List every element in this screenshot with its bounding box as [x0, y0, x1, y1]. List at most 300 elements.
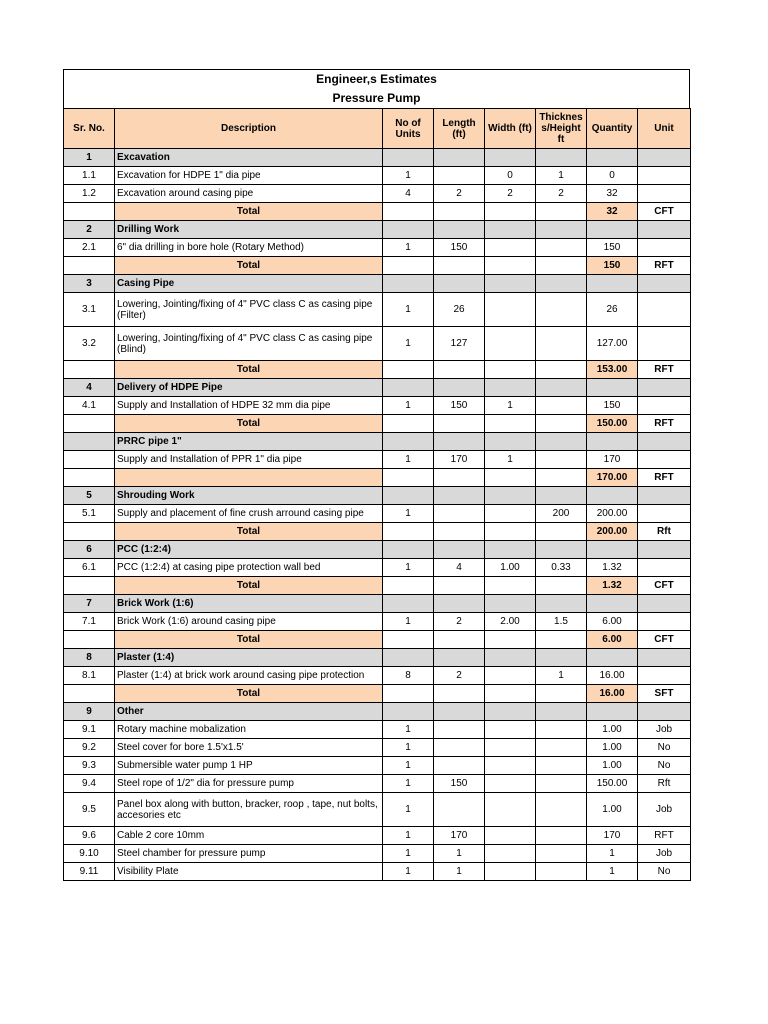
- length-cell: 2: [434, 613, 485, 631]
- section-title-cell: PRRC pipe 1": [115, 433, 383, 451]
- sr-no-cell: 9.10: [64, 845, 115, 863]
- width-cell: [485, 793, 536, 827]
- width-cell: [485, 863, 536, 881]
- total-label-cell: Total: [115, 685, 383, 703]
- total-row: [64, 631, 691, 649]
- empty-cell: [434, 149, 485, 167]
- width-cell: [485, 757, 536, 775]
- empty-cell: [485, 203, 536, 221]
- units-cell: 1: [383, 793, 434, 827]
- unit-cell: No: [638, 863, 691, 881]
- total-label-cell: Total: [115, 257, 383, 275]
- height-cell: [536, 827, 587, 845]
- quantity-cell: 26: [587, 293, 638, 327]
- empty-cell: [536, 433, 587, 451]
- units-cell: 8: [383, 667, 434, 685]
- quantity-cell: 1: [587, 845, 638, 863]
- total-label-cell: Total: [115, 203, 383, 221]
- width-cell: [485, 505, 536, 523]
- empty-cell: [536, 257, 587, 275]
- total-quantity-cell: 16.00: [587, 685, 638, 703]
- height-cell: [536, 863, 587, 881]
- total-row: [64, 577, 691, 595]
- empty-cell: [383, 523, 434, 541]
- table-row: [64, 185, 691, 203]
- empty-cell: [587, 379, 638, 397]
- section-title-cell: Drilling Work: [115, 221, 383, 239]
- total-row: [64, 257, 691, 275]
- empty-cell: [434, 631, 485, 649]
- width-cell: [485, 845, 536, 863]
- empty-cell: [383, 149, 434, 167]
- total-row: [64, 203, 691, 221]
- sr-no-cell: 6: [64, 541, 115, 559]
- empty-cell: [485, 541, 536, 559]
- empty-cell: [383, 469, 434, 487]
- empty-cell: [485, 379, 536, 397]
- length-cell: 2: [434, 667, 485, 685]
- width-cell: 2: [485, 185, 536, 203]
- empty-cell: [536, 361, 587, 379]
- height-cell: [536, 775, 587, 793]
- empty-cell: [536, 595, 587, 613]
- empty-cell: [383, 649, 434, 667]
- empty-cell: [536, 415, 587, 433]
- total-unit-cell: RFT: [638, 415, 691, 433]
- empty-cell: [383, 595, 434, 613]
- width-cell: 0: [485, 167, 536, 185]
- empty-cell: [383, 631, 434, 649]
- length-cell: 1: [434, 863, 485, 881]
- empty-cell: [434, 685, 485, 703]
- empty-cell: [383, 685, 434, 703]
- empty-cell: [587, 149, 638, 167]
- section-row: [64, 221, 691, 239]
- table-row: [64, 327, 691, 361]
- empty-cell: [383, 577, 434, 595]
- description-cell: Visibility Plate: [115, 863, 383, 881]
- empty-cell: [587, 595, 638, 613]
- length-cell: 1: [434, 845, 485, 863]
- empty-cell: [383, 203, 434, 221]
- description-cell: Excavation around casing pipe: [115, 185, 383, 203]
- empty-cell: [638, 433, 691, 451]
- empty-cell: [638, 595, 691, 613]
- unit-cell: [638, 397, 691, 415]
- sr-no-cell: 9.3: [64, 757, 115, 775]
- height-cell: [536, 327, 587, 361]
- height-cell: [536, 739, 587, 757]
- sr-no-cell: 6.1: [64, 559, 115, 577]
- units-cell: 1: [383, 721, 434, 739]
- height-cell: [536, 451, 587, 469]
- section-row: [64, 149, 691, 167]
- empty-cell: [587, 541, 638, 559]
- description-cell: Brick Work (1:6) around casing pipe: [115, 613, 383, 631]
- total-row: [64, 685, 691, 703]
- empty-cell: [485, 221, 536, 239]
- total-quantity-cell: 32: [587, 203, 638, 221]
- sr-no-cell: 4.1: [64, 397, 115, 415]
- section-row: [64, 595, 691, 613]
- sr-no-cell: [64, 433, 115, 451]
- empty-cell: [485, 487, 536, 505]
- width-cell: [485, 739, 536, 757]
- table-row: [64, 559, 691, 577]
- empty-cell: [383, 433, 434, 451]
- total-row: [64, 415, 691, 433]
- empty-cell: [485, 577, 536, 595]
- description-cell: PCC (1:2:4) at casing pipe protection wall bed: [115, 559, 383, 577]
- total-quantity-cell: 170.00: [587, 469, 638, 487]
- units-cell: 4: [383, 185, 434, 203]
- empty-cell: [383, 541, 434, 559]
- empty-cell: [485, 415, 536, 433]
- sr-no-cell: 7.1: [64, 613, 115, 631]
- total-unit-cell: RFT: [638, 257, 691, 275]
- title-block: [63, 69, 690, 108]
- empty-cell: [64, 631, 115, 649]
- length-cell: [434, 739, 485, 757]
- sr-no-cell: 9.5: [64, 793, 115, 827]
- section-row: [64, 649, 691, 667]
- section-title-cell: Brick Work (1:6): [115, 595, 383, 613]
- length-cell: 26: [434, 293, 485, 327]
- empty-cell: [485, 703, 536, 721]
- unit-cell: Job: [638, 845, 691, 863]
- table-row: [64, 613, 691, 631]
- length-cell: [434, 505, 485, 523]
- header-sr-no: Sr. No.: [64, 109, 115, 149]
- height-cell: [536, 293, 587, 327]
- unit-cell: No: [638, 739, 691, 757]
- units-cell: 1: [383, 451, 434, 469]
- unit-cell: [638, 559, 691, 577]
- total-unit-cell: Rft: [638, 523, 691, 541]
- sr-no-cell: 5: [64, 487, 115, 505]
- unit-cell: [638, 613, 691, 631]
- sr-no-cell: 1.2: [64, 185, 115, 203]
- empty-cell: [383, 487, 434, 505]
- length-cell: 127: [434, 327, 485, 361]
- empty-cell: [536, 541, 587, 559]
- units-cell: 1: [383, 775, 434, 793]
- header-width: Width (ft): [485, 109, 536, 149]
- empty-cell: [638, 379, 691, 397]
- empty-cell: [434, 703, 485, 721]
- sheet-title: Engineer,s Estimates: [316, 72, 437, 86]
- units-cell: 1: [383, 505, 434, 523]
- total-label-cell: Total: [115, 631, 383, 649]
- height-cell: 1: [536, 667, 587, 685]
- unit-cell: [638, 451, 691, 469]
- total-row: [64, 469, 691, 487]
- empty-cell: [64, 469, 115, 487]
- table-row: [64, 397, 691, 415]
- empty-cell: [64, 577, 115, 595]
- empty-cell: [485, 523, 536, 541]
- unit-cell: [638, 185, 691, 203]
- empty-cell: [536, 379, 587, 397]
- estimate-sheet: [63, 69, 690, 881]
- units-cell: 1: [383, 397, 434, 415]
- description-cell: Submersible water pump 1 HP: [115, 757, 383, 775]
- total-unit-cell: RFT: [638, 469, 691, 487]
- quantity-cell: 200.00: [587, 505, 638, 523]
- unit-cell: [638, 327, 691, 361]
- total-quantity-cell: 6.00: [587, 631, 638, 649]
- sr-no-cell: 1.1: [64, 167, 115, 185]
- sr-no-cell: 9.6: [64, 827, 115, 845]
- description-cell: Lowering, Jointing/fixing of 4" PVC class C as casing pipe (Filter): [115, 293, 383, 327]
- empty-cell: [587, 487, 638, 505]
- description-cell: 6" dia drilling in bore hole (Rotary Method): [115, 239, 383, 257]
- table-row: [64, 451, 691, 469]
- empty-cell: [587, 703, 638, 721]
- empty-cell: [485, 361, 536, 379]
- width-cell: [485, 239, 536, 257]
- section-row: [64, 433, 691, 451]
- empty-cell: [434, 433, 485, 451]
- empty-cell: [536, 487, 587, 505]
- total-label-cell: Total: [115, 361, 383, 379]
- total-quantity-cell: 200.00: [587, 523, 638, 541]
- height-cell: [536, 793, 587, 827]
- unit-cell: [638, 167, 691, 185]
- length-cell: [434, 757, 485, 775]
- empty-cell: [536, 469, 587, 487]
- total-row: [64, 361, 691, 379]
- empty-cell: [434, 275, 485, 293]
- empty-cell: [485, 469, 536, 487]
- empty-cell: [434, 577, 485, 595]
- empty-cell: [383, 415, 434, 433]
- description-cell: Excavation for HDPE 1" dia pipe: [115, 167, 383, 185]
- header-unit: Unit: [638, 109, 691, 149]
- empty-cell: [383, 379, 434, 397]
- table-row: [64, 167, 691, 185]
- table-row: [64, 293, 691, 327]
- height-cell: [536, 721, 587, 739]
- empty-cell: [434, 469, 485, 487]
- sr-no-cell: 4: [64, 379, 115, 397]
- length-cell: 170: [434, 827, 485, 845]
- units-cell: 1: [383, 167, 434, 185]
- width-cell: [485, 293, 536, 327]
- empty-cell: [638, 541, 691, 559]
- section-row: [64, 703, 691, 721]
- sr-no-cell: [64, 451, 115, 469]
- height-cell: 1: [536, 167, 587, 185]
- description-cell: Steel cover for bore 1.5'x1.5': [115, 739, 383, 757]
- empty-cell: [638, 487, 691, 505]
- table-row: [64, 721, 691, 739]
- unit-cell: [638, 239, 691, 257]
- unit-cell: No: [638, 757, 691, 775]
- empty-cell: [536, 203, 587, 221]
- sr-no-cell: 3: [64, 275, 115, 293]
- table-body: [64, 149, 691, 881]
- empty-cell: [64, 361, 115, 379]
- estimate-table: [63, 108, 691, 881]
- description-cell: Supply and Installation of HDPE 32 mm dia pipe: [115, 397, 383, 415]
- unit-cell: RFT: [638, 827, 691, 845]
- sr-no-cell: 9.1: [64, 721, 115, 739]
- description-cell: Steel rope of 1/2" dia for pressure pump: [115, 775, 383, 793]
- empty-cell: [485, 595, 536, 613]
- sr-no-cell: 9.4: [64, 775, 115, 793]
- quantity-cell: 1.00: [587, 793, 638, 827]
- units-cell: 1: [383, 613, 434, 631]
- height-cell: [536, 845, 587, 863]
- height-cell: [536, 239, 587, 257]
- empty-cell: [434, 523, 485, 541]
- empty-cell: [536, 523, 587, 541]
- empty-cell: [434, 257, 485, 275]
- empty-cell: [64, 415, 115, 433]
- quantity-cell: 170: [587, 827, 638, 845]
- description-cell: Steel chamber for pressure pump: [115, 845, 383, 863]
- width-cell: [485, 327, 536, 361]
- section-title-cell: Shrouding Work: [115, 487, 383, 505]
- width-cell: [485, 775, 536, 793]
- empty-cell: [536, 577, 587, 595]
- description-cell: Rotary machine mobalization: [115, 721, 383, 739]
- quantity-cell: 1: [587, 863, 638, 881]
- units-cell: 1: [383, 293, 434, 327]
- quantity-cell: 127.00: [587, 327, 638, 361]
- description-cell: Cable 2 core 10mm: [115, 827, 383, 845]
- sr-no-cell: 9.2: [64, 739, 115, 757]
- width-cell: 1: [485, 397, 536, 415]
- sr-no-cell: 8.1: [64, 667, 115, 685]
- section-row: [64, 275, 691, 293]
- height-cell: [536, 757, 587, 775]
- empty-cell: [434, 379, 485, 397]
- width-cell: [485, 827, 536, 845]
- header-row: [64, 109, 691, 149]
- empty-cell: [587, 433, 638, 451]
- empty-cell: [434, 649, 485, 667]
- length-cell: [434, 167, 485, 185]
- unit-cell: Job: [638, 721, 691, 739]
- quantity-cell: 150: [587, 239, 638, 257]
- table-row: [64, 739, 691, 757]
- header-description: Description: [115, 109, 383, 149]
- quantity-cell: 6.00: [587, 613, 638, 631]
- header-length: Length (ft): [434, 109, 485, 149]
- table-row: [64, 793, 691, 827]
- section-row: [64, 487, 691, 505]
- sr-no-cell: 1: [64, 149, 115, 167]
- quantity-cell: 1.32: [587, 559, 638, 577]
- units-cell: 1: [383, 239, 434, 257]
- sr-no-cell: 8: [64, 649, 115, 667]
- quantity-cell: 150: [587, 397, 638, 415]
- empty-cell: [64, 523, 115, 541]
- header-quantity: Quantity: [587, 109, 638, 149]
- empty-cell: [638, 149, 691, 167]
- height-cell: [536, 397, 587, 415]
- unit-cell: Job: [638, 793, 691, 827]
- empty-cell: [383, 275, 434, 293]
- units-cell: 1: [383, 559, 434, 577]
- sr-no-cell: 7: [64, 595, 115, 613]
- width-cell: 2.00: [485, 613, 536, 631]
- empty-cell: [64, 685, 115, 703]
- section-title-cell: PCC (1:2:4): [115, 541, 383, 559]
- empty-cell: [485, 149, 536, 167]
- units-cell: 1: [383, 327, 434, 361]
- empty-cell: [485, 257, 536, 275]
- empty-cell: [536, 703, 587, 721]
- height-cell: 0.33: [536, 559, 587, 577]
- description-cell: Lowering, Jointing/fixing of 4" PVC class C as casing pipe (Blind): [115, 327, 383, 361]
- header-no-of-units: No of Units: [383, 109, 434, 149]
- unit-cell: [638, 505, 691, 523]
- quantity-cell: 170: [587, 451, 638, 469]
- units-cell: 1: [383, 845, 434, 863]
- sr-no-cell: 2: [64, 221, 115, 239]
- total-row: [64, 523, 691, 541]
- width-cell: [485, 667, 536, 685]
- empty-cell: [64, 257, 115, 275]
- description-cell: Supply and Installation of PPR 1" dia pipe: [115, 451, 383, 469]
- total-quantity-cell: 153.00: [587, 361, 638, 379]
- empty-cell: [536, 685, 587, 703]
- total-unit-cell: CFT: [638, 577, 691, 595]
- quantity-cell: 1.00: [587, 721, 638, 739]
- quantity-cell: 0: [587, 167, 638, 185]
- total-unit-cell: CFT: [638, 631, 691, 649]
- empty-cell: [434, 221, 485, 239]
- empty-cell: [434, 541, 485, 559]
- length-cell: 170: [434, 451, 485, 469]
- total-label-cell: Total: [115, 523, 383, 541]
- total-quantity-cell: 150: [587, 257, 638, 275]
- empty-cell: [485, 649, 536, 667]
- section-title-cell: Casing Pipe: [115, 275, 383, 293]
- table-row: [64, 775, 691, 793]
- total-label-cell: Total: [115, 415, 383, 433]
- empty-cell: [638, 703, 691, 721]
- table-row: [64, 845, 691, 863]
- unit-cell: Rft: [638, 775, 691, 793]
- table-row: [64, 505, 691, 523]
- empty-cell: [434, 361, 485, 379]
- empty-cell: [638, 275, 691, 293]
- empty-cell: [383, 361, 434, 379]
- empty-cell: [485, 275, 536, 293]
- empty-cell: [383, 257, 434, 275]
- height-cell: 2: [536, 185, 587, 203]
- length-cell: 2: [434, 185, 485, 203]
- length-cell: 150: [434, 397, 485, 415]
- section-title-cell: Excavation: [115, 149, 383, 167]
- empty-cell: [64, 203, 115, 221]
- sr-no-cell: 9.11: [64, 863, 115, 881]
- empty-cell: [536, 649, 587, 667]
- total-unit-cell: CFT: [638, 203, 691, 221]
- empty-cell: [587, 221, 638, 239]
- total-label-cell: Total: [115, 577, 383, 595]
- empty-cell: [536, 149, 587, 167]
- sr-no-cell: 3.1: [64, 293, 115, 327]
- table-row: [64, 667, 691, 685]
- height-cell: 1.5: [536, 613, 587, 631]
- table-row: [64, 757, 691, 775]
- length-cell: 150: [434, 775, 485, 793]
